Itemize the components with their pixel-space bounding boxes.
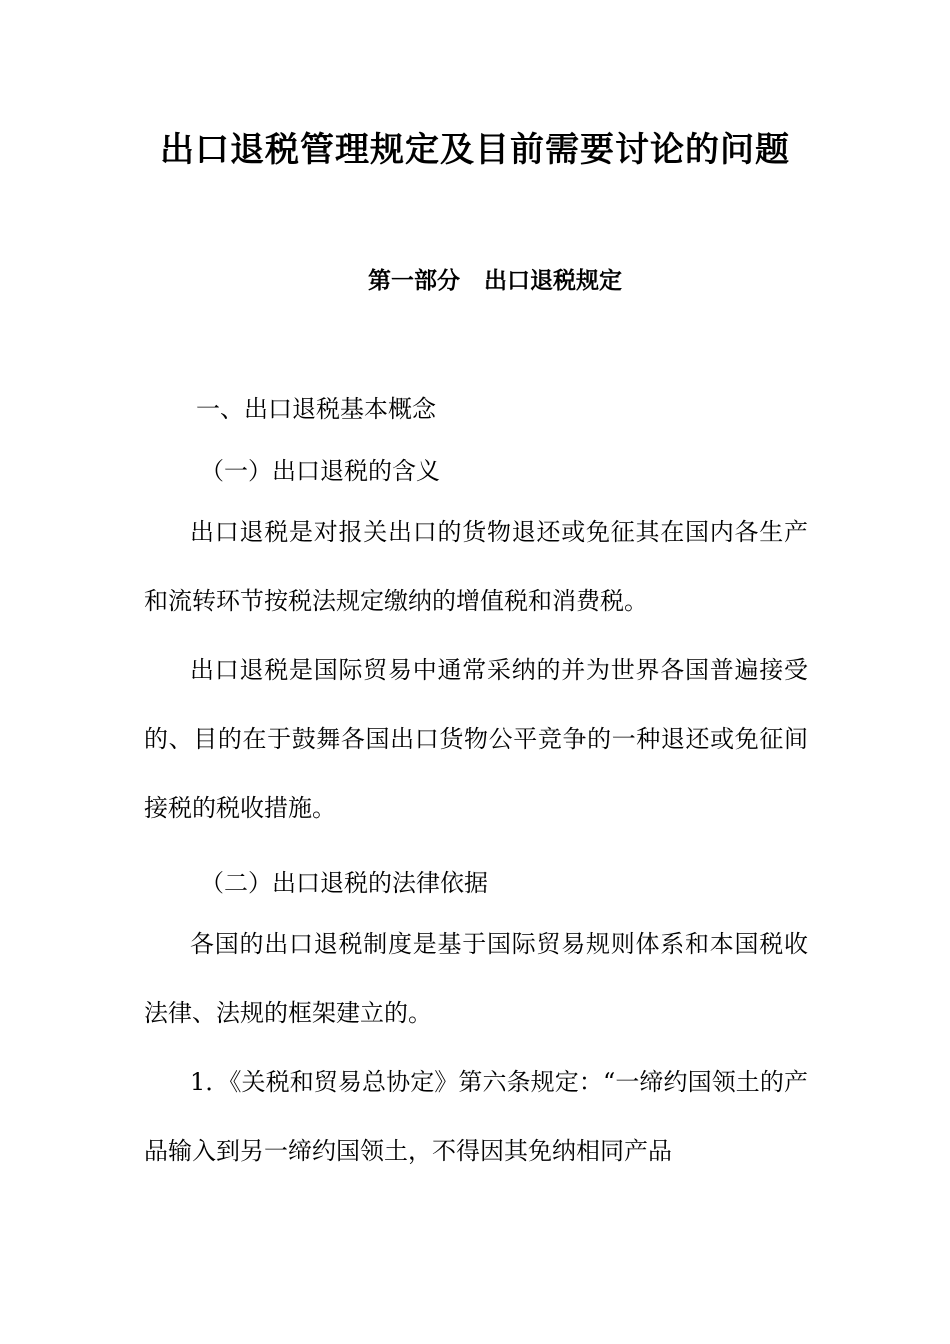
paragraph: 出口退税是国际贸易中通常采纳的并为世界各国普遍接受的、目的在于鼓舞各国出口货物公平竞争的一种退还或免征间接税的税收措施。	[144, 656, 808, 822]
subsection-heading: （二）出口退税的法律依据	[200, 869, 488, 897]
section-heading: 一、出口退税基本概念	[196, 395, 436, 423]
subsection-heading: （一）出口退税的含义	[200, 457, 440, 485]
part-title: 第一部分 出口退税规定	[367, 267, 623, 294]
paragraph: 出口退税是对报关出口的货物退还或免征其在国内各生产和流转环节按税法规定缴纳的增值税和消费税。	[144, 518, 808, 615]
paragraph: 1．《关税和贸易总协定》第六条规定：“一缔约国领土的产品输入到另一缔约国领土，不得因其免纳相同产品	[144, 1068, 808, 1165]
document-title: 出口退税管理规定及目前需要讨论的问题	[160, 130, 790, 170]
paragraph: 各国的出口退税制度是基于国际贸易规则体系和本国税收法律、法规的框架建立的。	[144, 930, 808, 1027]
